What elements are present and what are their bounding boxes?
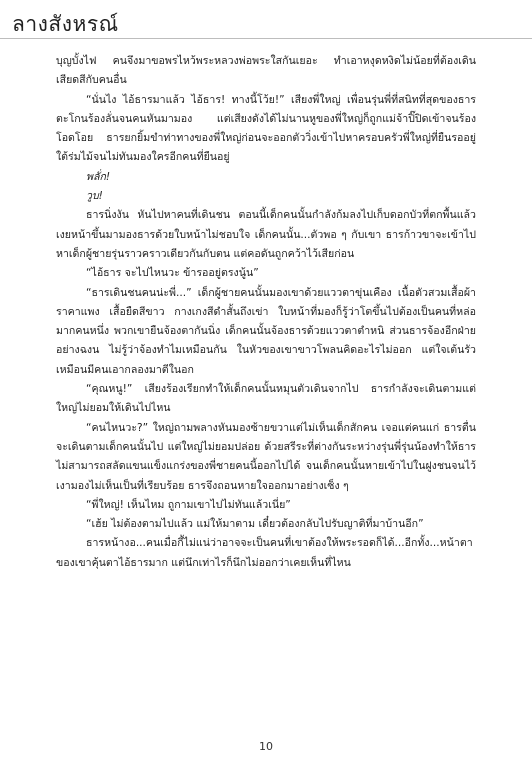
paragraph: ธารหน้างอ...คนเมื่อกี้ไม่แน่ว่าอาจจะเป็นคนที่เขาต้องให้พระรอดก็ได้...อีกทั้ง...หน้าตาของเขาคุ้นตาไอ้ธารมาก แต่นึกเท่าไรก็นึกไม่ออกว่าเคยเห็นที่ไหน xyxy=(56,537,473,569)
paragraph: “พี่ใหญ่! เห็นไหม ถูกามเขาไปไม่ทันแล้วเนี่ย” xyxy=(86,498,291,511)
paragraph: “คนไหนวะ?” ใหญ่ถามพลางหันมองซ้ายขวาแต่ไม่เห็นเด็กสักคน เจอแต่คนแก่ ธารตื่นจะเดินตามเด็กคนนั้นไป แต่ใหญ่ไม่ยอมปล่อย ด้วยสรีระที่ต่างกันระหว่างรุ่นพี่รุ่นน้องทำให้ธารไม่สามารถสลัดแขนแข็งแกร่งของพี่ชายคนนี้ออกไปได้ จนเด็กคนนั้นหายเข้าไปในฝูงชนจนไว้เงามองไม่เห็นเป็นที่เรียบร้อย ธารจึงถอนหายใจออกมาอย่างเซ็ง ๆ xyxy=(56,421,476,492)
paragraph: วูบ! xyxy=(86,190,103,203)
paragraph: “ธารเดินชนคนน่ะพี่...” เด็กผู้ชายคนนั้นมองเขาด้วยแววตาขุ่นเคือง เนื้อตัวสวมเสื้อผ้าราคาแพง เสื้อยืดสีขาว กางเกงสีดำสั้นถึงเข่า ใบหน้าที่มองก็รู้ว่าโตขึ้นไปต้องเป็นคนที่หล่อมากคนหนึ่ง พวกเขายืนจ้องตากันนิ่ง เด็กคนนั้นจ้องธารด้วยแววตาตำหนิ ส่วนธารจ้องอีกฝ่ายอย่างฉงน ไม่รู้ว่าจ้องทำไมเหมือนกัน ในหัวของเขาขาวโพลนคิดอะไรไม่ออก แต่ใจเต้นรัวเหมือนมีคนเอากลองมาตีในอก xyxy=(56,286,476,376)
paragraph: “เฮ้ย ไม่ต้องตามไปแล้ว แม่ให้มาตาม เดี๋ยวต้องกลับไปรับญาติที่มาบ้านอีก” xyxy=(86,518,424,531)
running-header-title: ลางสังหรณ์ xyxy=(12,12,119,36)
paragraph: “คุณหนู!” เสียงร้องเรียกทำให้เด็กคนนั้นหมุนตัวเดินจากไป ธารกำลังจะเดินตามแต่ใหญ่ไม่ยอมให้เดินไปไหน xyxy=(56,383,476,415)
body-text xyxy=(56,52,476,573)
header-divider xyxy=(0,38,532,39)
paragraph: “ไอ้ธาร จะไปไหนวะ ข้ารออยู่ตรงนู้น” xyxy=(86,267,259,280)
paragraph: “นั่นไง ไอ้ธารมาแล้ว ไอ้ธาร! ทางนี้โว้ย!” เสียงพี่ใหญ่ เพื่อนรุ่นพี่ที่สนิทที่สุดของธารตะโกนร้องลั่นจนคนหันมามอง แต่เสียงดังได้ไม่นานหูของพี่ใหญ่ก็ถูกแม่จ้าปิ๊ปิดเข้าจนร้องโอดโอย ธารยกยิ้มขำท่าทางของพี่ใหญ่ก่อนจะออกตัววิ่งเข้าไปหาครอบครัวพี่ใหญ่ที่ยืนรออยู่ใต้ร่มไม้จนไม่ทันมองใครอีกคนที่ยืนอยู่ xyxy=(56,93,476,164)
paragraph: บุญบั้งไฟ คนจึงมาขอพรไหว้พระหลวงพ่อพระใสกันเยอะ ทำเอาหงุดหงิดไม่น้อยที่ต้องเดินเสียดสีกับคนอื่น xyxy=(56,55,476,87)
paragraph: พลั่ก! xyxy=(86,170,111,183)
paragraph: ธารนิ่งงัน หันไปหาคนที่เดินชน ตอนนี้เด็กคนนั้นกำลังก้มลงไปเก็บดอกบัวที่ตกพื้นแล้วเงยหน้าขึ้นมามองธารด้วยใบหน้าไม่ชอบใจ เด็กคนนั้น...ตัวพอ ๆ กับเขา ธารก้าวขาจะเข้าไปหาเด็กผู้ชายรุ่นราวคราวเดียวกันกับตน แต่คอดันถูกคว้าไว้เสียก่อน xyxy=(56,209,476,260)
page-number: 10 xyxy=(259,740,273,753)
